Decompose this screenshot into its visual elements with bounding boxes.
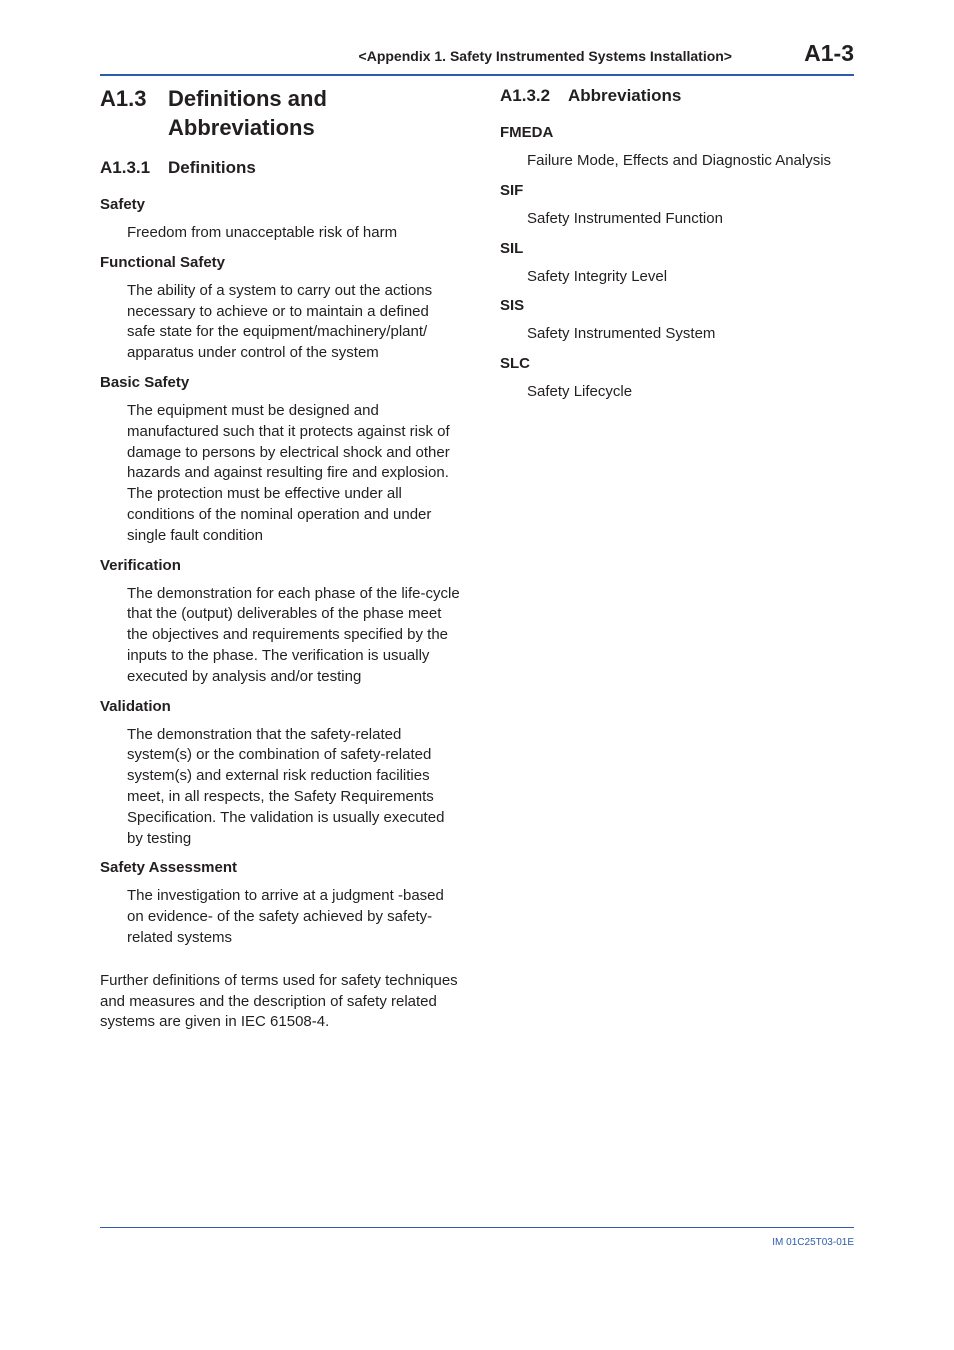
definition-text: The equipment must be designed and manufactured such that it protects against risk of damage to persons by electrical shock and other hazards and against resulting fire and explosion. The protection must be effective under all conditions of the nominal operation and under single fault condition (127, 401, 450, 544)
definition-term: Safety (100, 196, 146, 213)
definition-term: Functional Safety (100, 253, 226, 271)
abbreviation-meaning: Safety Integrity Level (527, 267, 668, 285)
page-number: A1-3 (804, 40, 854, 66)
left-column (100, 84, 460, 1033)
definition-term: Safety Assessment (100, 859, 238, 877)
definitions-title: Definitions (168, 158, 256, 177)
section-heading (100, 84, 460, 142)
abbreviation-term: SIS (500, 297, 525, 315)
definition-text: Freedom from unacceptable risk of harm (127, 224, 398, 241)
abbreviation-meaning: Safety Instrumented Function (527, 209, 723, 227)
section-title: Definitions and Abbreviations (168, 86, 327, 140)
definition-text: The investigation to arrive at a judgment -based on evidence- of the safety achieved by safety-related systems (127, 887, 444, 946)
abbreviations-heading (500, 85, 854, 107)
abbreviation-term: SLC (500, 355, 530, 373)
abbreviation-term: FMEDA (500, 124, 554, 141)
closing-paragraph: Further definitions of terms used for safety techniques and measures and the description of safety related systems are given in IEC 61508-4. (100, 971, 458, 1031)
abbreviation-meaning: Safety Lifecycle (527, 383, 633, 401)
definitions-number: A1.3.1 (100, 158, 151, 177)
footer-divider (100, 1227, 854, 1228)
chapter-title: <Appendix 1. Safety Instrumented Systems Installation> (358, 48, 732, 64)
definition-list (100, 194, 460, 949)
definition-term: Verification (100, 556, 181, 574)
abbreviations-title: Abbreviations (568, 86, 682, 105)
abbreviation-meaning: Failure Mode, Effects and Diagnostic Analysis (527, 152, 832, 169)
definition-text: The demonstration for each phase of the life-cycle that the (output) deliverables of the phase meet the objectives and requirements specified by the inputs to the phase. The verification is usually executed by analysis and/or testing (127, 584, 460, 685)
section-number: A1.3 (100, 86, 147, 111)
definitions-heading (100, 157, 460, 179)
abbreviations-number: A1.3.2 (500, 86, 551, 105)
definition-term: Validation (100, 697, 171, 715)
definition-text: The ability of a system to carry out the actions necessary to achieve or to maintain a defined safe state for the equipment/machinery/plant/ apparatus under control of the system (127, 281, 433, 362)
abbreviation-term: SIL (500, 239, 524, 257)
abbreviation-meaning: Safety Instrumented System (527, 325, 716, 343)
right-column (500, 85, 854, 411)
abbreviation-list (500, 122, 854, 403)
definition-term: Basic Safety (100, 373, 190, 391)
abbreviation-term: SIF (500, 181, 524, 199)
document-id: IM 01C25T03-01E (772, 1237, 854, 1248)
header-divider (100, 74, 854, 76)
definition-text: The demonstration that the safety-related system(s) or the combination of safety-related system(s) and external risk reduction facilities meet, in all respects, the Safety Requirements Specification. The validation is usually executed by testing (127, 725, 445, 847)
